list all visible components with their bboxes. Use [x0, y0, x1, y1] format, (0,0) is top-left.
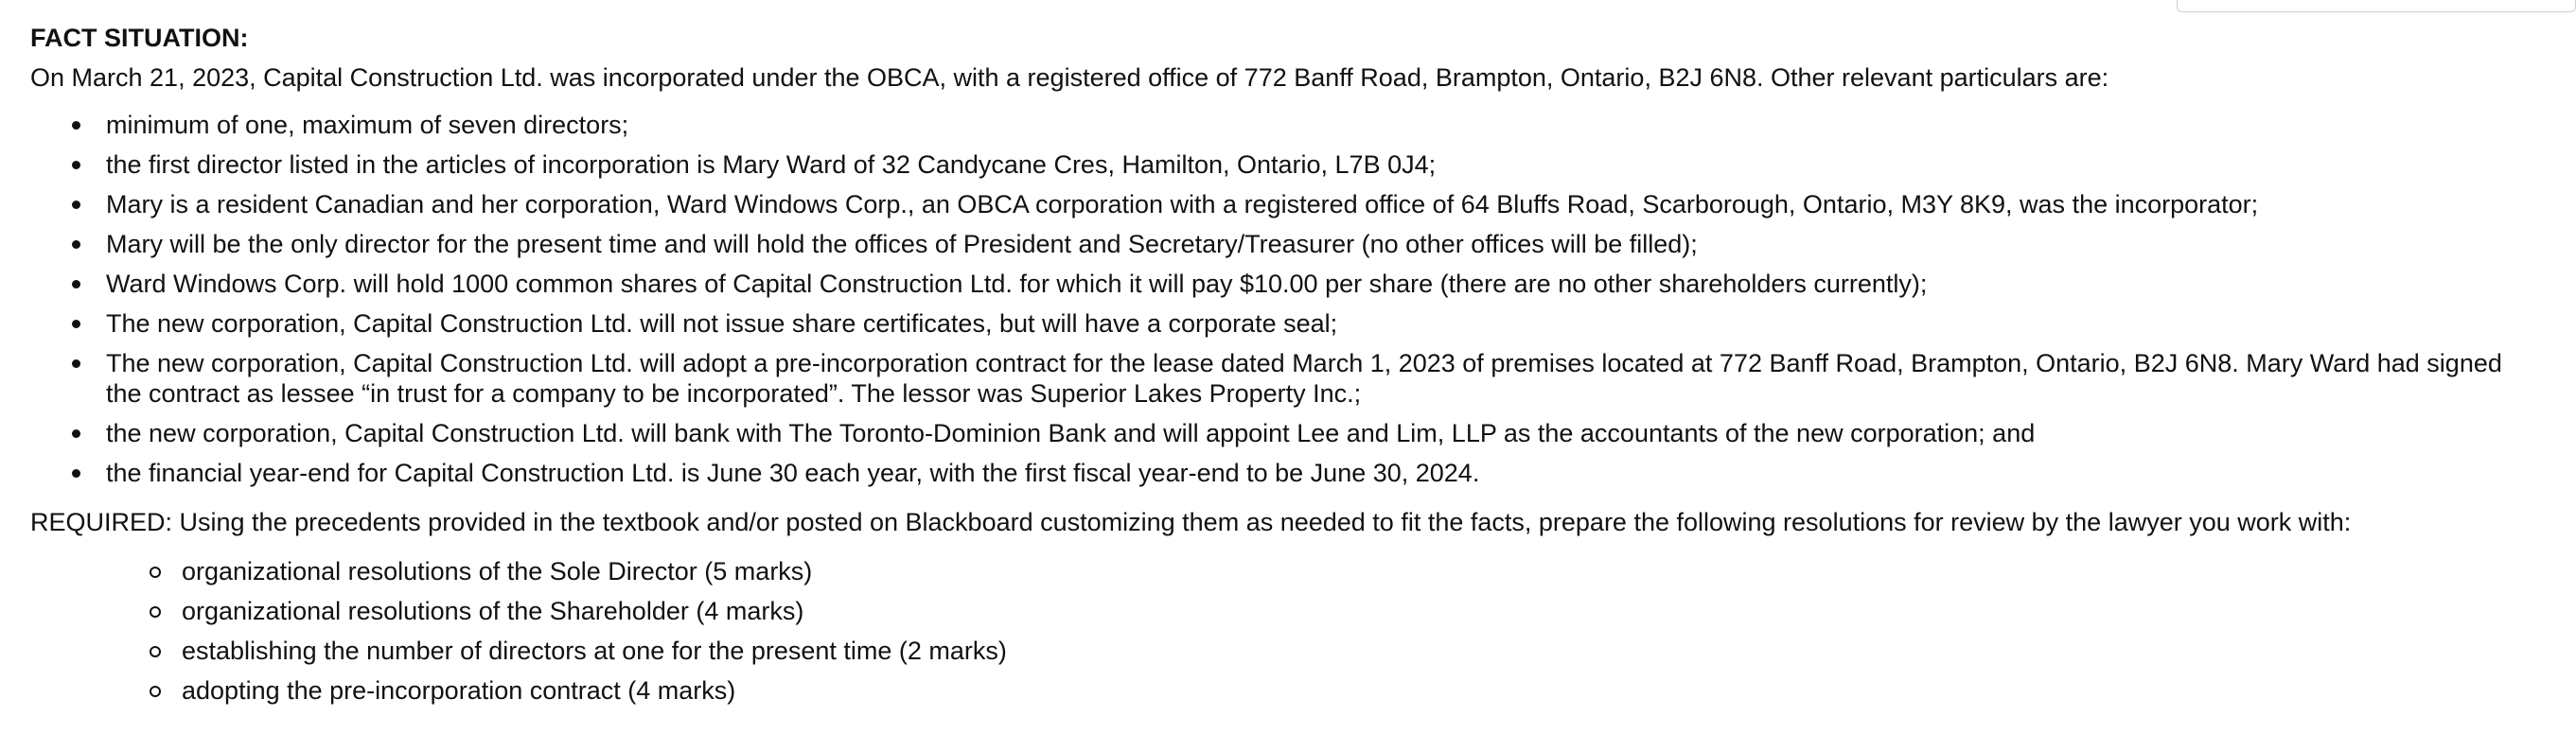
task-text: organizational resolutions of the Sole Director (5 marks) [182, 557, 813, 585]
circle-bullet-icon [150, 686, 161, 697]
bullet-icon [72, 121, 80, 130]
bullet-icon [72, 359, 80, 368]
fact-item [106, 149, 2548, 180]
fact-item [106, 348, 2548, 409]
task-text: adopting the pre-incorporation contract (4 marks) [182, 676, 736, 705]
task-item [182, 556, 2548, 586]
bullet-icon [72, 161, 80, 169]
bullet-icon [72, 320, 80, 328]
fact-text: The new corporation, Capital Construction Ltd. will not issue share certificates, but will have a corporate seal; [106, 309, 1338, 338]
fact-text: the first director listed in the articles of incorporation is Mary Ward of 32 Candycane Cres, Hamilton, Ontario, L7B 0J4; [106, 150, 1437, 179]
fact-text: The new corporation, Capital Construction Ltd. will adopt a pre-incorporation contract for the lease dated March 1, 2023 of premises located at 772 Banff Road, Brampton, Ontario, B2J 6N8. Mary Ward had signed the contract as lessee “in trust for a company to be incorporated”. The lessor was Superior Lakes Property Inc.; [106, 349, 2502, 408]
task-text: establishing the number of directors at one for the present time (2 marks) [182, 637, 1007, 665]
fact-situation-heading: FACT SITUATION: [30, 24, 249, 52]
document-body [30, 17, 2548, 715]
fact-item [106, 110, 2548, 140]
fact-item [106, 269, 2548, 299]
task-text: organizational resolutions of the Shareholder (4 marks) [182, 597, 804, 625]
facts-list [30, 110, 2548, 488]
fact-text: Mary is a resident Canadian and her corporation, Ward Windows Corp., an OBCA corporation with a registered office of 64 Bluffs Road, Scarborough, Ontario, M3Y 8K9, was the incorporator; [106, 190, 2259, 218]
intro-paragraph: On March 21, 2023, Capital Construction Ltd. was incorporated under the OBCA, with a registered office of 772 Banff Road, Brampton, Ontario, B2J 6N8. Other relevant particulars are: [30, 63, 2109, 92]
top-right-panel-edge [2177, 0, 2576, 12]
fact-text: minimum of one, maximum of seven directors; [106, 111, 629, 139]
fact-item [106, 308, 2548, 339]
bullet-icon [72, 469, 80, 478]
fact-text: the financial year-end for Capital Construction Ltd. is June 30 each year, with the first fiscal year-end to be June 30, 2024. [106, 459, 1480, 487]
fact-item [106, 418, 2548, 448]
fact-item [106, 229, 2548, 259]
bullet-icon [72, 201, 80, 209]
circle-bullet-icon [150, 567, 161, 578]
required-paragraph: REQUIRED: Using the precedents provided in the textbook and/or posted on Blackboard customizing them as needed to fit the facts, prepare the following resolutions for review by the lawyer you work with: [30, 508, 2352, 536]
task-item [182, 596, 2548, 626]
circle-bullet-icon [150, 646, 161, 657]
tasks-list [30, 556, 2548, 706]
fact-text: the new corporation, Capital Construction Ltd. will bank with The Toronto-Dominion Bank and will appoint Lee and Lim, LLP as the accountants of the new corporation; and [106, 419, 2036, 447]
fact-text: Mary will be the only director for the present time and will hold the offices of President and Secretary/Treasurer (no other offices will be filled); [106, 230, 1698, 258]
task-item [182, 675, 2548, 706]
bullet-icon [72, 429, 80, 438]
bullet-icon [72, 280, 80, 288]
bullet-icon [72, 240, 80, 249]
fact-item [106, 458, 2548, 488]
circle-bullet-icon [150, 606, 161, 618]
task-item [182, 636, 2548, 666]
fact-text: Ward Windows Corp. will hold 1000 common shares of Capital Construction Ltd. for which it will pay $10.00 per share (there are no other shareholders currently); [106, 270, 1928, 298]
fact-item [106, 189, 2548, 219]
